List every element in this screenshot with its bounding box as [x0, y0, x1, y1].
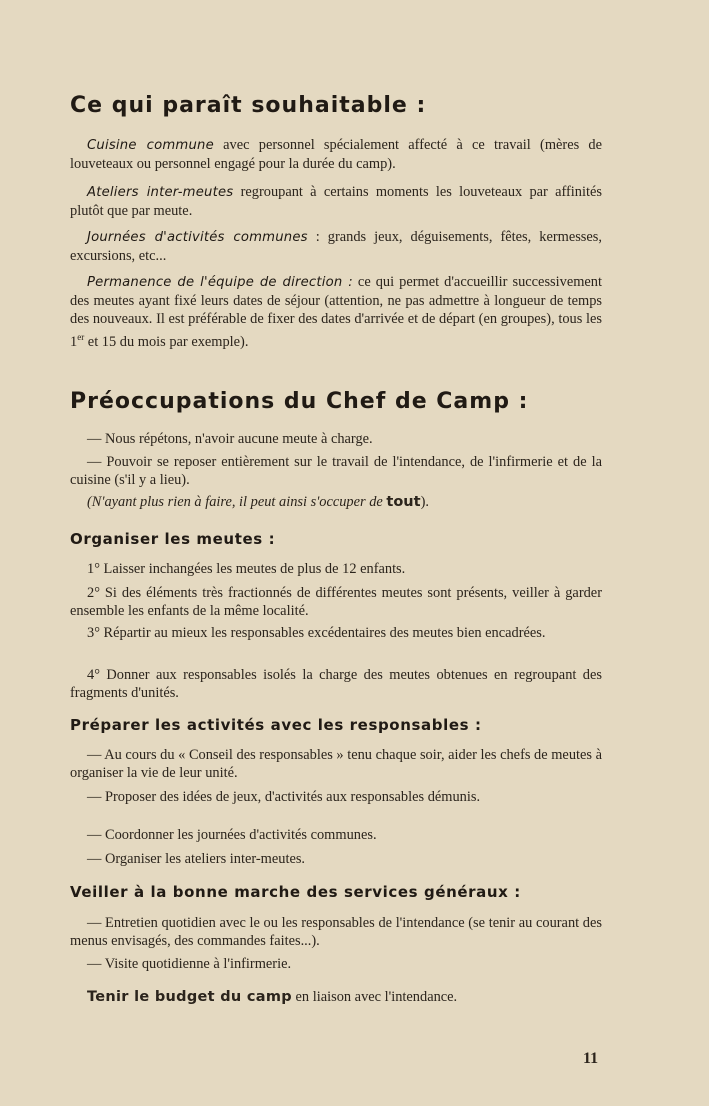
note-tout: [70, 493, 602, 511]
text-cuisine: avec personnel spécialement affecté à ce travail (mères de louveteaux ou personnel engagé pour la durée du camp).: [70, 137, 602, 172]
item-preparer-2: — Proposer des idées de jeux, d'activités aux responsables démunis.: [87, 789, 481, 805]
page-number: 11: [583, 1050, 599, 1067]
item-preparer-4: — Organiser les ateliers inter-meutes.: [87, 851, 306, 867]
paragraph-journees: [70, 228, 602, 265]
section-title-preoccupations: Préoccupations du Chef de Camp :: [70, 389, 529, 414]
item-preparer-1: — Au cours du « Conseil des responsables » tenu chaque soir, aider les chefs de meutes à organiser la vie de leur unité.: [70, 747, 602, 781]
text-permanence: ce qui permet d'accueillir successivement des meutes ayant fixé leurs dates de séjour (attention, ne pas admettre à longueur de temps des nouveaux. Il est préférable de fixer des dates d'arrivée et de départ (en groupes), tous les 1: [70, 274, 602, 350]
lead-cuisine: Cuisine commune: [87, 138, 214, 153]
item-veiller-1: — Entretien quotidien avec le ou les responsables de l'intendance (se tenir au courant des menus envisagés, des commandes faites...).: [70, 915, 602, 949]
lead-journees: Journées d'activités communes: [87, 230, 308, 245]
lead-permanence: Permanence de l'équipe de direction :: [87, 275, 353, 290]
line-repetons: — Nous répétons, n'avoir aucune meute à charge.: [87, 431, 373, 447]
text-permanence-end: et 15 du mois par exemple).: [84, 333, 249, 350]
paragraph-ateliers: [70, 183, 602, 220]
paragraph-permanence: [70, 273, 602, 351]
text-journees: : grands jeux, déguisements, fêtes, kermesses, excursions, etc...: [70, 229, 602, 264]
section-title-organiser: Organiser les meutes :: [70, 530, 276, 548]
paragraph-budget: [70, 988, 602, 1006]
note-italic: (N'ayant plus rien à faire, il peut ainsi s'occuper de: [87, 494, 387, 510]
item-preparer-3: — Coordonner les journées d'activités communes.: [87, 827, 377, 843]
section-title-souhaitable: Ce qui paraît souhaitable :: [70, 93, 427, 118]
item-organiser-4: 4° Donner aux responsables isolés la charge des meutes obtenues en regroupant des fragments d'unités.: [70, 667, 602, 701]
item-organiser-1: 1° Laisser inchangées les meutes de plus de 12 enfants.: [87, 561, 406, 577]
item-organiser-2: 2° Si des éléments très fractionnés de différentes meutes sont présents, veiller à garder ensemble les enfants de la même localité.: [70, 585, 602, 619]
line-reposer: — Pouvoir se reposer entièrement sur le travail de l'intendance, de l'infirmerie et de la cuisine (s'il y a lieu).: [70, 454, 602, 488]
sup-er: er: [77, 332, 85, 342]
paragraph-cuisine: [70, 136, 602, 173]
item-veiller-2: — Visite quotidienne à l'infirmerie.: [87, 956, 292, 972]
text-ateliers: regroupant à certains moments les louveteaux par affinités plutôt que par meute.: [70, 184, 602, 219]
budget-bold: Tenir le budget du camp: [87, 989, 292, 1005]
item-organiser-3: 3° Répartir au mieux les responsables excédentaires des meutes bien encadrées.: [87, 625, 546, 641]
budget-text: en liaison avec l'intendance.: [291, 989, 458, 1005]
section-title-veiller: Veiller à la bonne marche des services généraux :: [70, 883, 521, 901]
lead-ateliers: Ateliers inter-meutes: [87, 185, 234, 200]
section-title-preparer: Préparer les activités avec les responsables :: [70, 716, 482, 734]
note-end: ).: [420, 494, 429, 510]
note-bold: tout: [386, 494, 421, 510]
